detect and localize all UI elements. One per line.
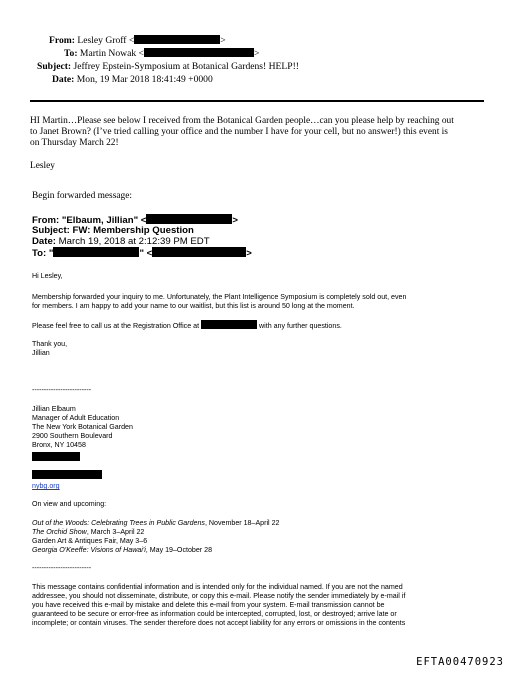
disclaimer-line-5: incomplete; or contain viruses. The sender therefore does not accept liability for any errors or omissions in the contents: [32, 619, 406, 627]
redaction-block: [146, 214, 232, 224]
message-line-3: on Thursday March 22!: [30, 138, 119, 148]
fwd-date: [32, 236, 210, 247]
header-subject-value: Jeffrey Epstein-Symposium at Botanical Gardens! HELP!!: [73, 61, 300, 72]
fwd-subject-label: Subject:: [32, 225, 70, 236]
header-from-value: Lesley Groff <: [77, 35, 135, 46]
event-2: The Orchid Show, March 3–April 22: [32, 528, 145, 536]
message-line-2: to Janet Brown? (I’ve tried calling your office and the number I have for your cell, but no answer!) this event is: [30, 127, 448, 137]
event-3: Garden Art & Antiques Fair, May 3–6: [32, 537, 148, 545]
fwd-date-value: March 19, 2018 at 2:12:39 PM EDT: [58, 236, 210, 247]
header-subject-label: Subject:: [37, 61, 72, 72]
fwd-date-label: Date:: [32, 236, 56, 247]
event-1: Out of the Woods: Celebrating Trees in Public Gardens, November 18–April 22: [32, 519, 280, 527]
document-id: EFTA00470923: [416, 656, 504, 668]
fwd-subject-value: FW: Membership Question: [72, 225, 194, 236]
signature-divider-2: -------------------------: [32, 564, 92, 572]
header-to-value: Martin Nowak <: [79, 48, 144, 59]
disclaimer-line-4: guaranteed to be secure or error-free as information could be intercepted, corrupted, lost, or destroyed; arrive late or: [32, 610, 397, 618]
signature-name: Jillian Elbaum: [32, 405, 76, 413]
fwd-greeting: Hi Lesley,: [32, 272, 63, 280]
header-to-label: To:: [64, 48, 78, 59]
fwd-from-value: "Elbaum, Jillian" <: [61, 215, 147, 226]
event-4: Georgia O'Keeffe: Visions of Hawai'i, May 19–October 28: [32, 546, 213, 554]
header-date-label: Date:: [52, 74, 75, 85]
fwd-from-label: From:: [32, 215, 60, 226]
disclaimer-line-1: This message contains confidential information and is intended only for the individual named. If you are not the named: [32, 583, 403, 591]
signature-org: The New York Botanical Garden: [32, 423, 133, 431]
header-subject: [37, 60, 299, 73]
header-date-value: Mon, 19 Mar 2018 18:41:49 +0000: [76, 74, 213, 85]
fwd-from: From: "Elbaum, Jillian" < >: [32, 215, 239, 226]
fwd-thanks: Thank you,: [32, 340, 68, 348]
message-line-1: HI Martin…Please see below I received from the Botanical Garden people…can you please help by reaching out: [30, 116, 454, 126]
disclaimer-line-2: addressee, you should not disseminate, distribute, or copy this e-mail. Please notify the sender immediately by e-mail if: [32, 592, 406, 600]
forward-intro: Begin forwarded message:: [32, 191, 132, 201]
signature-divider: -------------------------: [32, 386, 92, 394]
signature-title: Manager of Adult Education: [32, 414, 120, 422]
fwd-to-label: To:: [32, 248, 47, 259]
signature-city: Bronx, NY 10458: [32, 441, 86, 449]
fwd-para1-line1: Membership forwarded your inquiry to me. Unfortunately, the Plant Intelligence Symposium is completely sold out, even: [32, 293, 407, 301]
signature-street: 2900 Southern Boulevard: [32, 432, 113, 440]
fwd-subject: [32, 225, 194, 236]
redaction-block: [53, 247, 139, 257]
redaction-block: [134, 35, 220, 44]
redaction-block: [32, 470, 102, 479]
header-to: To: Martin Nowak < >: [64, 48, 260, 59]
redaction-block: [201, 320, 257, 329]
fwd-para2: Please feel free to call us at the Registration Office at with any further questions.: [32, 322, 342, 330]
disclaimer-line-3: you have received this e-mail by mistake and delete this e-mail from your system. E-mail transmission cannot be: [32, 601, 385, 609]
fwd-to: To: " " < >: [32, 248, 252, 259]
redaction-block: [144, 48, 254, 57]
header-from: From: Lesley Groff < >: [49, 35, 226, 46]
redaction-block: [152, 247, 246, 257]
header-divider: [30, 100, 484, 102]
header-from-label: From:: [49, 35, 75, 46]
fwd-name: Jillian: [32, 349, 50, 357]
signature-link[interactable]: nybg.org: [32, 482, 60, 490]
upcoming-heading: On view and upcoming:: [32, 500, 107, 508]
redaction-block: [32, 452, 80, 461]
header-date: [52, 73, 213, 86]
message-signoff: Lesley: [30, 161, 55, 171]
fwd-para1-line2: for members. I am happy to add your name to our waitlist, but this list is around 50 long at the moment.: [32, 302, 355, 310]
